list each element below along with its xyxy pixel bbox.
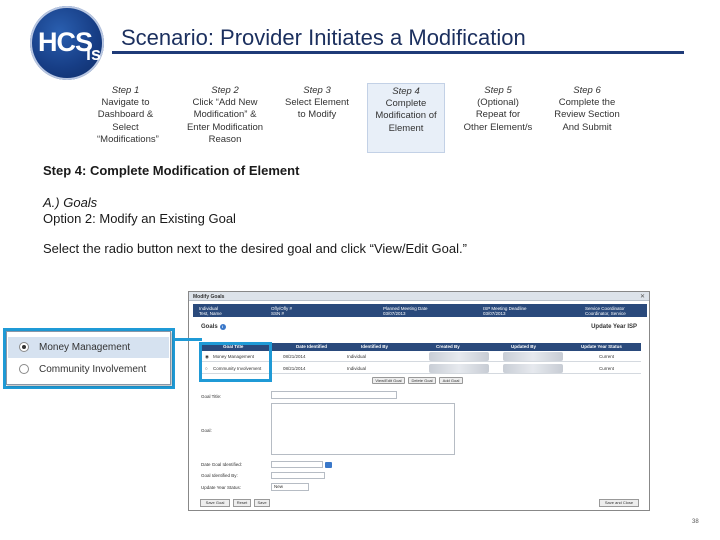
modify-goals-window — [188, 291, 650, 511]
zoom-row-community-involvement[interactable] — [8, 359, 169, 380]
step-2-box — [184, 83, 266, 153]
zoom-callout — [6, 331, 171, 385]
step-3-title: Step 3 — [303, 85, 331, 96]
info-label: ISP Meeting Deadline — [483, 306, 527, 311]
goals-label: A.) Goals — [43, 195, 98, 210]
goal-label: Goal: — [201, 428, 212, 433]
step-6-line-3: And Submit — [562, 121, 612, 133]
info-label: Service Coordinator — [585, 306, 625, 311]
step-4-line-1: Complete — [385, 98, 427, 110]
save-and-close-button[interactable]: Save and Close — [599, 499, 639, 507]
save-goal-button[interactable]: Save Goal — [200, 499, 230, 507]
slide-title: Scenario: Provider Initiates a Modification — [121, 25, 526, 50]
zoom-row-money-management[interactable] — [8, 337, 169, 358]
step-6-title: Step 6 — [573, 85, 601, 96]
info-label: Planned Meeting Date — [383, 306, 428, 311]
col-updated-by[interactable]: Updated By — [511, 344, 537, 349]
date-identified-input[interactable] — [271, 461, 323, 468]
goal-textarea[interactable] — [271, 403, 455, 455]
date-identified-label: Date Goal Identified: — [201, 462, 243, 467]
step-6-line-1: Complete the — [558, 97, 616, 109]
option-label: Option 2: Modify an Existing Goal — [43, 211, 236, 226]
radio-unselected[interactable] — [19, 364, 29, 374]
col-goal-title[interactable]: Goal Title — [223, 344, 244, 349]
logo-text: HCS — [38, 27, 93, 57]
row-date: 08/21/2014 — [283, 354, 306, 359]
step-1-title: Step 1 — [111, 85, 140, 96]
info-value: 03/07/2013 — [383, 311, 406, 316]
step-5-line-2: Repeat for — [475, 109, 521, 121]
step-3-line-1: Select Element — [285, 97, 349, 109]
row-status: Current — [599, 354, 615, 359]
step-2-line-1: Click “Add New — [192, 97, 258, 109]
add-goal-button[interactable]: Add Goal — [439, 377, 463, 384]
step-2-title: Step 2 — [211, 85, 239, 96]
logo-sub-text: is — [86, 44, 102, 64]
col-update-year-status[interactable]: Update Year Status — [581, 344, 622, 349]
step-1-line-1: Navigate to — [101, 97, 150, 109]
step-4-line-2: Modification of — [375, 110, 437, 122]
redacted-updated-by — [503, 352, 563, 361]
hcsis-logo — [30, 6, 104, 80]
update-status-label: Update Year Status: — [201, 485, 242, 490]
info-value: SSN # — [271, 311, 285, 316]
row-radio[interactable]: ○ — [205, 366, 208, 371]
identified-by-label: Goal Identified By: — [201, 473, 238, 478]
row-identified-by: Individual — [347, 366, 367, 371]
reset-button[interactable]: Reset — [233, 499, 251, 507]
goals-heading-text: Goals — [201, 324, 218, 330]
info-value: Coordinator, Service — [585, 311, 626, 316]
step-2-line-4: Reason — [208, 133, 242, 145]
row-identified-by: Individual — [347, 354, 367, 359]
update-isp-label: Update Year ISP — [591, 324, 637, 330]
row-date: 08/21/2014 — [283, 366, 306, 371]
info-label: Ofly/Ofly # — [271, 306, 293, 311]
info-value: 03/07/2013 — [483, 311, 506, 316]
individual-info-band — [193, 304, 647, 317]
callout-connector — [174, 338, 202, 341]
step-4-title: Step 4 — [392, 86, 420, 97]
section-title: Step 4: Complete Modification of Element — [43, 163, 300, 178]
redacted-created-by — [429, 352, 489, 361]
calendar-icon[interactable] — [325, 462, 332, 468]
info-icon[interactable]: i — [220, 324, 226, 330]
col-created-by[interactable]: Created By — [436, 344, 460, 349]
info-value: Test, Name — [199, 311, 222, 316]
delete-goal-button[interactable]: Delete Goal — [408, 377, 436, 384]
step-6-box — [549, 83, 625, 153]
step-2-line-2: Modification” & — [193, 109, 257, 121]
goal-radio-highlight — [199, 342, 272, 382]
step-5-line-3: Other Element/s — [463, 121, 533, 133]
update-status-select[interactable]: New — [271, 483, 309, 491]
row-goal-title: Money Management — [213, 354, 255, 359]
page-number: 38 — [692, 519, 699, 525]
step-4-box — [367, 83, 445, 153]
step-5-box — [458, 83, 538, 153]
row-radio[interactable]: ◉ — [205, 354, 209, 359]
col-date-identified[interactable]: Date Identified — [296, 344, 328, 349]
step-5-line-1: (Optional) — [477, 97, 519, 109]
step-3-line-2: to Modify — [297, 109, 337, 121]
save-button[interactable]: Save — [254, 499, 270, 507]
zoom-item-label: Money Management — [39, 342, 131, 353]
redacted-created-by — [429, 364, 489, 373]
step-4-line-3: Element — [388, 122, 424, 134]
step-1-line-4: “Modifications” — [97, 133, 159, 145]
title-rule — [112, 51, 684, 54]
window-titlebar: Modify Goals — [189, 292, 649, 301]
zoom-item-label: Community Involvement — [39, 364, 147, 375]
info-label: Individual — [199, 306, 219, 311]
goal-title-input[interactable] — [271, 391, 397, 399]
view-edit-goal-button[interactable]: View/Edit Goal — [372, 377, 405, 384]
step-1-line-2: Dashboard & — [97, 109, 154, 121]
close-icon[interactable]: ✕ — [639, 294, 645, 300]
step-2-line-3: Enter Modification — [186, 121, 264, 133]
step-1-line-3: Select — [112, 121, 139, 133]
goal-title-label: Goal Title: — [201, 394, 222, 399]
radio-selected[interactable] — [19, 342, 29, 352]
row-goal-title: Community Involvement — [213, 366, 262, 371]
instruction-text: Select the radio button next to the desired goal and click “View/Edit Goal.” — [43, 241, 467, 256]
step-3-box — [280, 83, 354, 153]
step-5-title: Step 5 — [484, 85, 512, 96]
col-identified-by[interactable]: Identified By — [361, 344, 389, 349]
goals-heading — [201, 324, 226, 330]
identified-by-select[interactable] — [271, 472, 325, 479]
redacted-updated-by — [503, 364, 563, 373]
step-6-line-2: Review Section — [554, 109, 620, 121]
step-1-box — [97, 83, 159, 153]
row-status: Current — [599, 366, 615, 371]
